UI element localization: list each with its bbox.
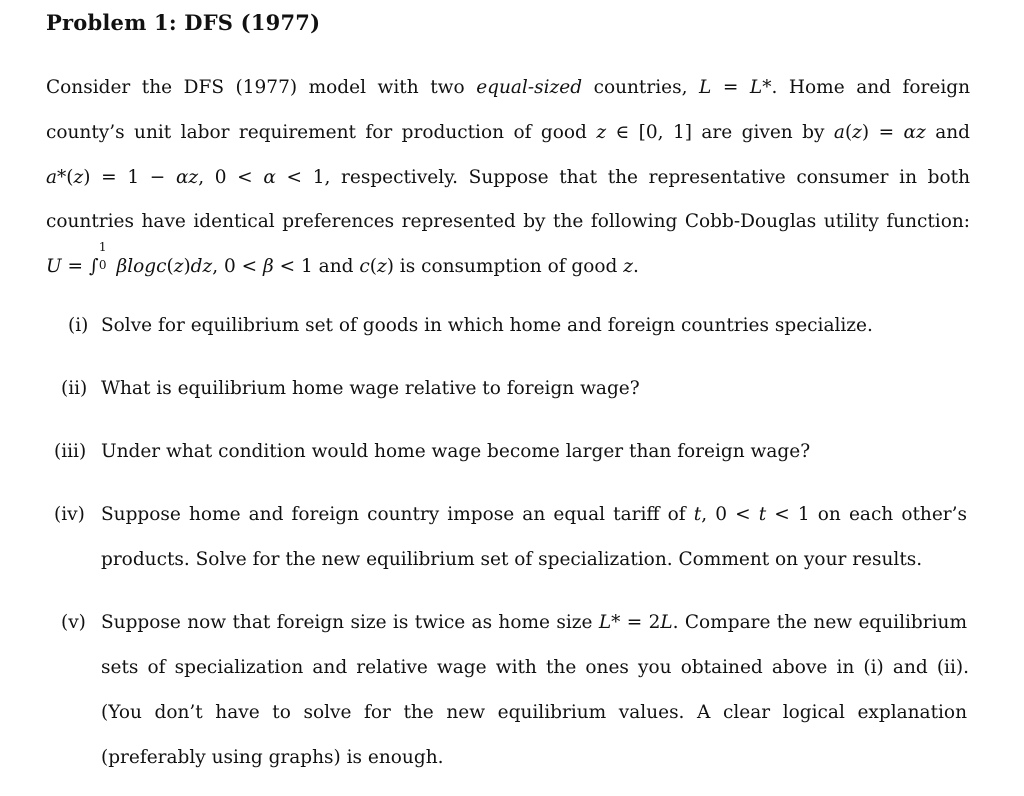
item-number: (iii): [54, 441, 87, 462]
math-symbol: L: [749, 77, 763, 98]
text-run: county’s unit labor requirement for production of good: [46, 121, 597, 143]
math-symbol: L: [699, 77, 712, 98]
text-run: ): [183, 256, 191, 278]
text-run: *(: [57, 166, 74, 188]
math-symbol: z: [173, 256, 184, 278]
question-i: Solve for equilibrium set of goods in which home and foreign countries specialize.: [101, 315, 873, 336]
statement-line-2: [46, 111, 970, 156]
math-symbol: a: [46, 166, 58, 188]
question-v-line-2: sets of specialization and relative wage with the ones you obtained above in (i) and (ii).: [101, 657, 969, 678]
math-symbol: z: [73, 166, 84, 188]
item-number: (i): [68, 315, 89, 336]
math-symbol: L: [598, 612, 612, 633]
math-symbol: α: [263, 166, 276, 188]
text-run: , 0 <: [212, 256, 264, 278]
text-run: ) is consumption of good: [386, 256, 624, 278]
statement-line-1: [46, 66, 970, 111]
text-run: countries,: [582, 77, 699, 98]
emphasis-text: equal-sized: [476, 77, 583, 98]
item-number: (v): [61, 612, 86, 633]
math-symbol: U: [46, 256, 62, 278]
text-run: < 1 and: [273, 256, 360, 278]
question-iv-line-2: products. Solve for the new equilibrium set of specialization. Comment on your results.: [101, 549, 923, 570]
item-number: (ii): [61, 378, 88, 399]
text-run: *. Home and foreign: [762, 77, 970, 98]
integral-sign: ∫: [88, 256, 99, 278]
text-run: < 1, respectively. Suppose that the representative consumer in both: [275, 166, 970, 188]
integral-lower-limit: 0: [98, 258, 107, 273]
math-symbol: β: [116, 256, 128, 278]
statement-line-3: [46, 156, 970, 201]
problem-title: Problem 1: DFS (1977): [46, 10, 321, 35]
question-ii: What is equilibrium home wage relative to foreign wage?: [101, 378, 640, 399]
text-run: =: [711, 77, 750, 98]
problem-statement: [46, 66, 970, 290]
question-v-line-1: [101, 601, 967, 646]
integral-upper-limit: 1: [98, 240, 107, 255]
text-run: Consider the DFS (1977) model with two: [46, 77, 477, 98]
question-iii: Under what condition would home wage become larger than foreign wage?: [101, 441, 811, 462]
math-symbol: a: [833, 121, 845, 143]
text-run: ) = 1 −: [83, 166, 176, 188]
math-symbol: αz: [903, 121, 926, 143]
math-symbol: z: [596, 121, 607, 143]
math-symbol: z: [852, 121, 862, 143]
math-symbol: dz: [190, 256, 213, 278]
math-symbol: L: [660, 612, 673, 633]
text-run: (: [369, 256, 377, 278]
text-run: Suppose home and foreign country impose an equal tariff of: [101, 504, 694, 525]
text-run: (: [166, 256, 174, 278]
text-run: * = 2: [611, 612, 661, 633]
text-run: . Compare the new equilibrium: [672, 612, 967, 633]
statement-line-5: [46, 240, 970, 290]
math-symbol: t: [693, 504, 702, 525]
math-symbol: β: [263, 256, 274, 278]
math-symbol: z: [623, 256, 634, 278]
text-run: and: [925, 121, 970, 143]
math-symbol: logc: [127, 256, 167, 278]
text-run: , 0 <: [701, 504, 759, 525]
text-run: < 1 on each other’s: [766, 504, 967, 525]
text-run: (: [844, 121, 853, 143]
math-symbol: c: [359, 256, 370, 278]
item-number: (iv): [54, 504, 85, 525]
question-v-line-3: (You don’t have to solve for the new equilibrium values. A clear logical explanation: [101, 702, 967, 723]
math-symbol: t: [758, 504, 767, 525]
text-run: .: [633, 256, 639, 278]
text-run: ) =: [861, 121, 904, 143]
math-symbol: αz: [175, 166, 199, 188]
text-run: Suppose now that foreign size is twice as home size: [101, 612, 599, 633]
question-v-line-4: (preferably using graphs) is enough.: [101, 747, 444, 768]
text-run: , 0 <: [198, 166, 264, 188]
integral-symbol: [88, 240, 107, 290]
text-run: =: [61, 256, 89, 278]
question-iv-line-1: [101, 493, 967, 538]
text-run: ∈ [0, 1] are given by: [606, 121, 834, 143]
math-symbol: z: [376, 256, 387, 278]
statement-line-4: countries have identical preferences represented by the following Cobb-Douglas utility function:: [46, 211, 970, 233]
